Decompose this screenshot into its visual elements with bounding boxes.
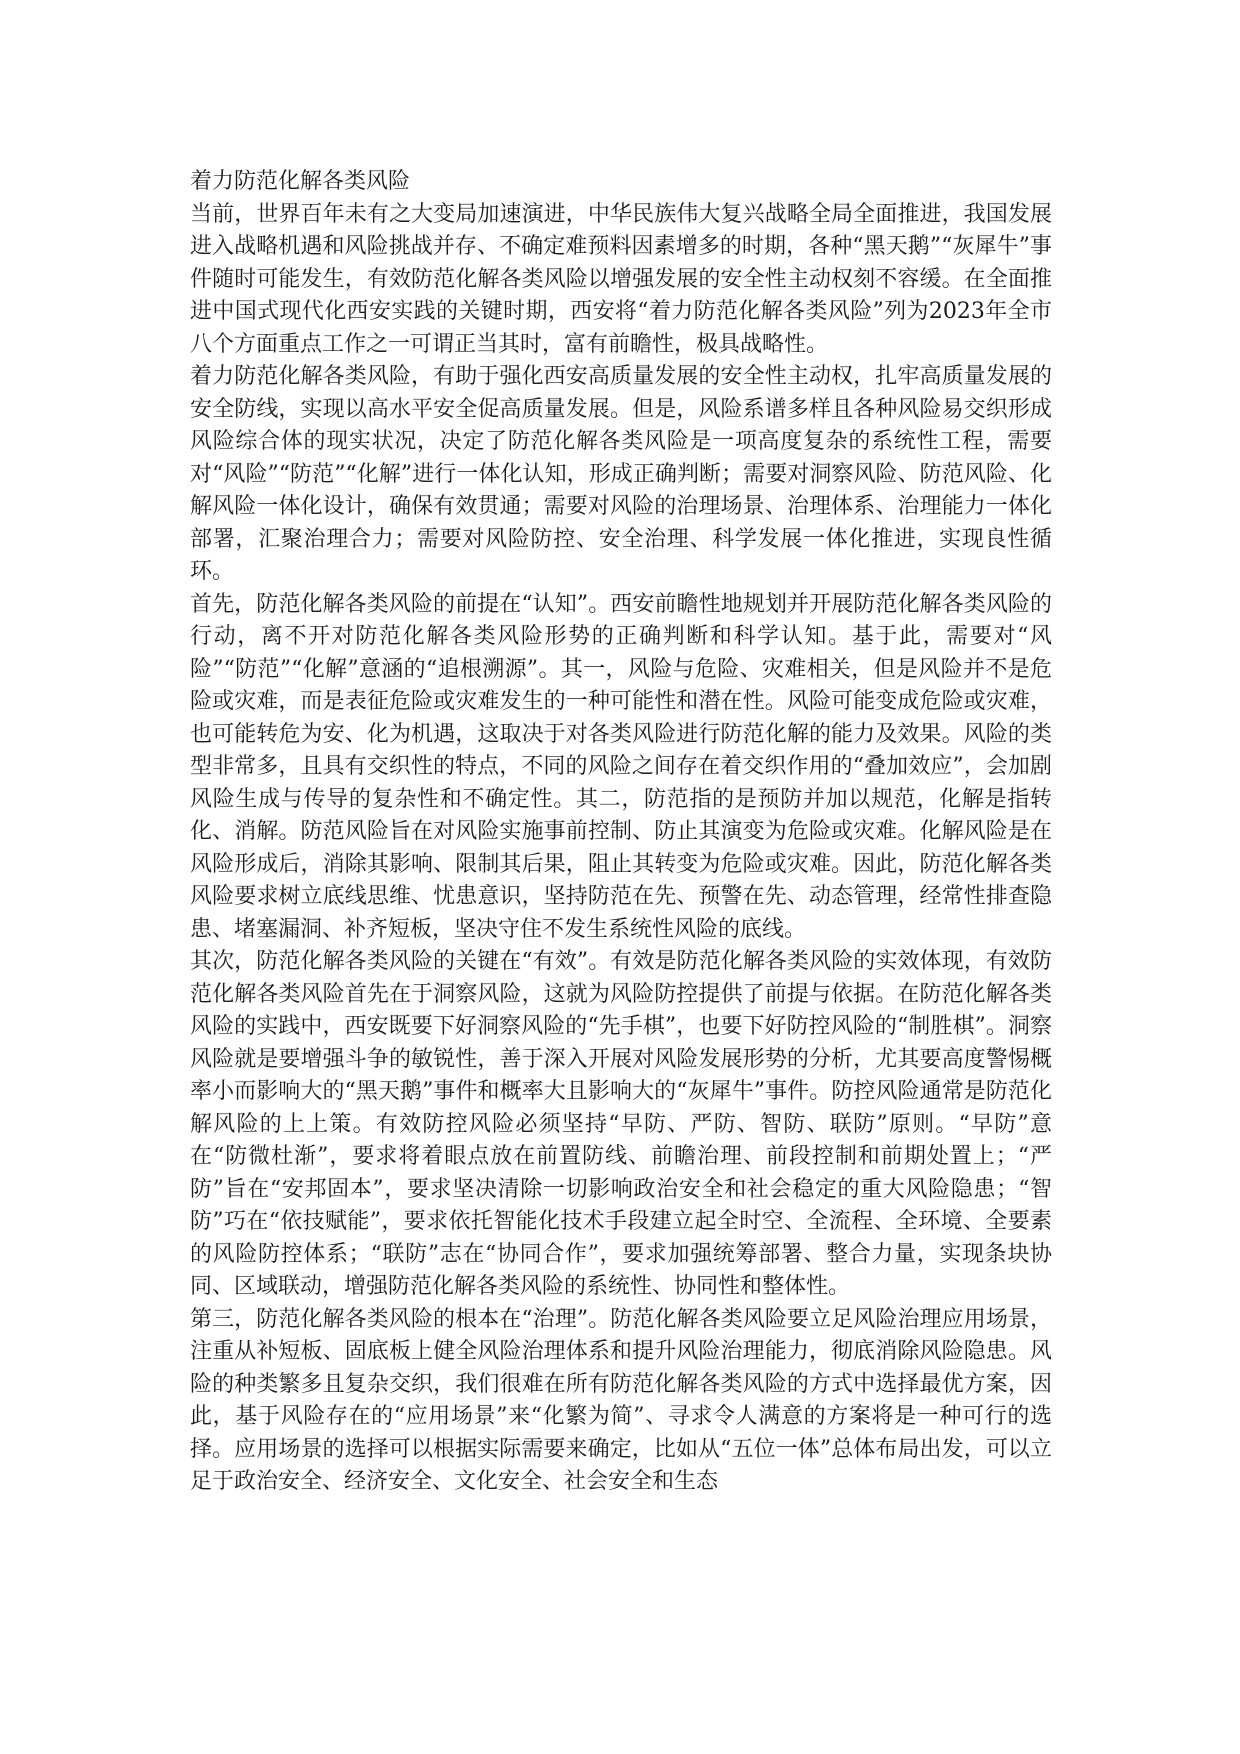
- paragraph-4: 其次，防范化解各类风险的关键在“有效”。有效是防范化解各类风险的实效体现，有效防范化解各类风险首先在于洞察风险，这就为风险防控提供了前提与依据。在防范化解各类风险的实践中，西安既要下好洞察风险的“先手棋”，也要下好防控风险的“制胜棋”。洞察风险就是要增强斗争的敏锐性，善于深入开展对风险发展形势的分析，尤其要高度警惕概率小而影响大的“黑天鹅”事件和概率大且影响大的“灰犀牛”事件。防控风险通常是防范化解风险的上上策。有效防控风险必须坚持“早防、严防、智防、联防”原则。“早防”意在“防微杜渐”，要求将着眼点放在前置防线、前瞻治理、前段控制和前期处置上；“严防”旨在“安邦固本”，要求坚决清除一切影响政治安全和社会稳定的重大风险隐患；“智防”巧在“依技赋能”，要求依托智能化技术手段建立起全时空、全流程、全环境、全要素的风险防控体系；“联防”志在“协同合作”，要求加强统筹部署、整合力量，实现条块协同、区域联动，增强防范化解各类风险的系统性、协同性和整体性。: [190, 949, 1052, 1299]
- article-body: [190, 166, 1052, 1499]
- article-title: 着力防范化解各类风险: [190, 169, 411, 194]
- paragraph-5: 第三，防范化解各类风险的根本在“治理”。防范化解各类风险要立足风险治理应用场景，注重从补短板、固底板上健全风险治理体系和提升风险治理能力，彻底消除风险隐患。风险的种类繁多且复杂交织，我们很难在所有防范化解各类风险的方式中选择最优方案，因此，基于风险存在的“应用场景”来“化繁为简”、寻求令人满意的方案将是一种可行的选择。应用场景的选择可以根据实际需要来确定，比如从“五位一体”总体布局出发，可以立足于政治安全、经济安全、文化安全、社会安全和生态: [190, 1306, 1052, 1494]
- paragraph-2: 着力防范化解各类风险，有助于强化西安高质量发展的安全性主动权，扎牢高质量发展的安全防线，实现以高水平安全促高质量发展。但是，风险系谱多样且各种风险易交织形成风险综合体的现实状况，决定了防范化解各类风险是一项高度复杂的系统性工程，需要对“风险”“防范”“化解”进行一体化认知，形成正确判断；需要对洞察风险、防范风险、化解风险一体化设计，确保有效贯通；需要对风险的治理场景、治理体系、治理能力一体化部署，汇聚治理合力；需要对风险防控、安全治理、科学发展一体化推进，实现良性循环。: [190, 364, 1052, 584]
- paragraph-1: 当前，世界百年未有之大变局加速演进，中华民族伟大复兴战略全局全面推进，我国发展进入战略机遇和风险挑战并存、不确定难预料因素增多的时期，各种“黑天鹅”“灰犀牛”事件随时可能发生，有效防范化解各类风险以增强发展的安全性主动权刻不容缓。在全面推进中国式现代化西安实践的关键时期，西安将“着力防范化解各类风险”列为2023年全市八个方面重点工作之一可谓正当其时，富有前瞻性，极具战略性。: [190, 201, 1052, 357]
- paragraph-3: 首先，防范化解各类风险的前提在“认知”。西安前瞻性地规划并开展防范化解各类风险的行动，离不开对防范化解各类风险形势的正确判断和科学认知。基于此，需要对“风险”“防范”“化解”意涵的“追根溯源”。其一，风险与危险、灾难相关，但是风险并不是危险或灾难，而是表征危险或灾难发生的一种可能性和潜在性。风险可能变成危险或灾难，也可能转危为安、化为机遇，这取决于对各类风险进行防范化解的能力及效果。风险的类型非常多，且具有交织性的特点，不同的风险之间存在着交织作用的“叠加效应”，会加剧风险生成与传导的复杂性和不确定性。其二，防范指的是预防并加以规范，化解是指转化、消解。防范风险旨在对风险实施事前控制、防止其演变为危险或灾难。化解风险是在风险形成后，消除其影响、限制其后果，阻止其转变为危险或灾难。因此，防范化解各类风险要求树立底线思维、忧患意识，坚持防范在先、预警在先、动态管理，经常性排查隐患、堵塞漏洞、补齐短板，坚决守住不发生系统性风险的底线。: [190, 591, 1052, 942]
